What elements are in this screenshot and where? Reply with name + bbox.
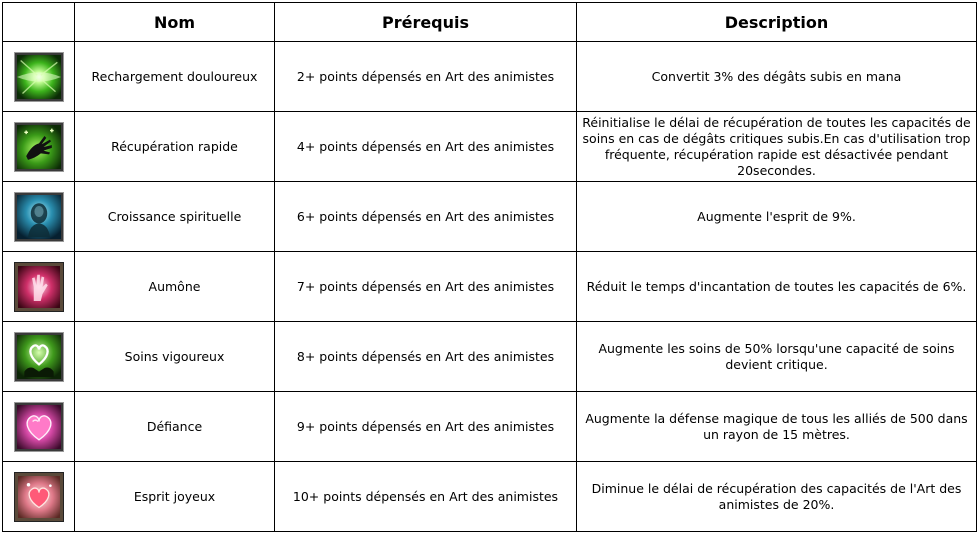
table-row	[3, 42, 977, 112]
joyful-heart-icon	[15, 473, 63, 521]
talent-description: Convertit 3% des dégâts subis en mana	[577, 42, 977, 112]
talent-prereq: 4+ points dépensés en Art des animistes	[275, 112, 577, 182]
header-icon	[3, 3, 75, 42]
talents-table	[2, 2, 977, 532]
header-prereq: Prérequis	[275, 3, 577, 42]
green-energy-burst-icon	[15, 53, 63, 101]
icon-cell	[3, 112, 75, 182]
talent-name: Rechargement douloureux	[75, 42, 275, 112]
header-name: Nom	[75, 3, 275, 42]
icon-cell	[3, 252, 75, 322]
pink-heart-icon	[15, 403, 63, 451]
heart-hands-icon	[15, 333, 63, 381]
talent-name: Défiance	[75, 392, 275, 462]
talent-description: Augmente l'esprit de 9%.	[577, 182, 977, 252]
talent-description: Augmente les soins de 50% lorsqu'une capacité de soins devient critique.	[577, 322, 977, 392]
pink-hand-icon	[15, 263, 63, 311]
table-row	[3, 252, 977, 322]
icon-cell	[3, 42, 75, 112]
icon-cell	[3, 182, 75, 252]
talent-prereq: 8+ points dépensés en Art des animistes	[275, 322, 577, 392]
table-row	[3, 322, 977, 392]
table-header-row	[3, 3, 977, 42]
table-row	[3, 462, 977, 532]
talent-description: Augmente la défense magique de tous les alliés de 500 dans un rayon de 15 mètres.	[577, 392, 977, 462]
talent-name: Croissance spirituelle	[75, 182, 275, 252]
glowing-head-icon	[15, 193, 63, 241]
icon-cell	[3, 392, 75, 462]
icon-cell	[3, 322, 75, 392]
talent-prereq: 2+ points dépensés en Art des animistes	[275, 42, 577, 112]
green-hand-icon	[15, 123, 63, 171]
talent-prereq: 9+ points dépensés en Art des animistes	[275, 392, 577, 462]
talent-name: Esprit joyeux	[75, 462, 275, 532]
talent-prereq: 10+ points dépensés en Art des animistes	[275, 462, 577, 532]
talent-name: Récupération rapide	[75, 112, 275, 182]
header-description: Description	[577, 3, 977, 42]
table-row	[3, 182, 977, 252]
table-row	[3, 112, 977, 182]
talent-description: Réinitialise le délai de récupération de toutes les capacités de soins en cas de dégâts critiques subis.En cas d'utilisation trop fréquente, récupération rapide est désactivée pendant 20secondes.	[577, 112, 977, 182]
talent-prereq: 7+ points dépensés en Art des animistes	[275, 252, 577, 322]
talent-name: Aumône	[75, 252, 275, 322]
talent-description: Réduit le temps d'incantation de toutes les capacités de 6%.	[577, 252, 977, 322]
table-row	[3, 392, 977, 462]
icon-cell	[3, 462, 75, 532]
talent-description: Diminue le délai de récupération des capacités de l'Art des animistes de 20%.	[577, 462, 977, 532]
talent-prereq: 6+ points dépensés en Art des animistes	[275, 182, 577, 252]
talent-name: Soins vigoureux	[75, 322, 275, 392]
